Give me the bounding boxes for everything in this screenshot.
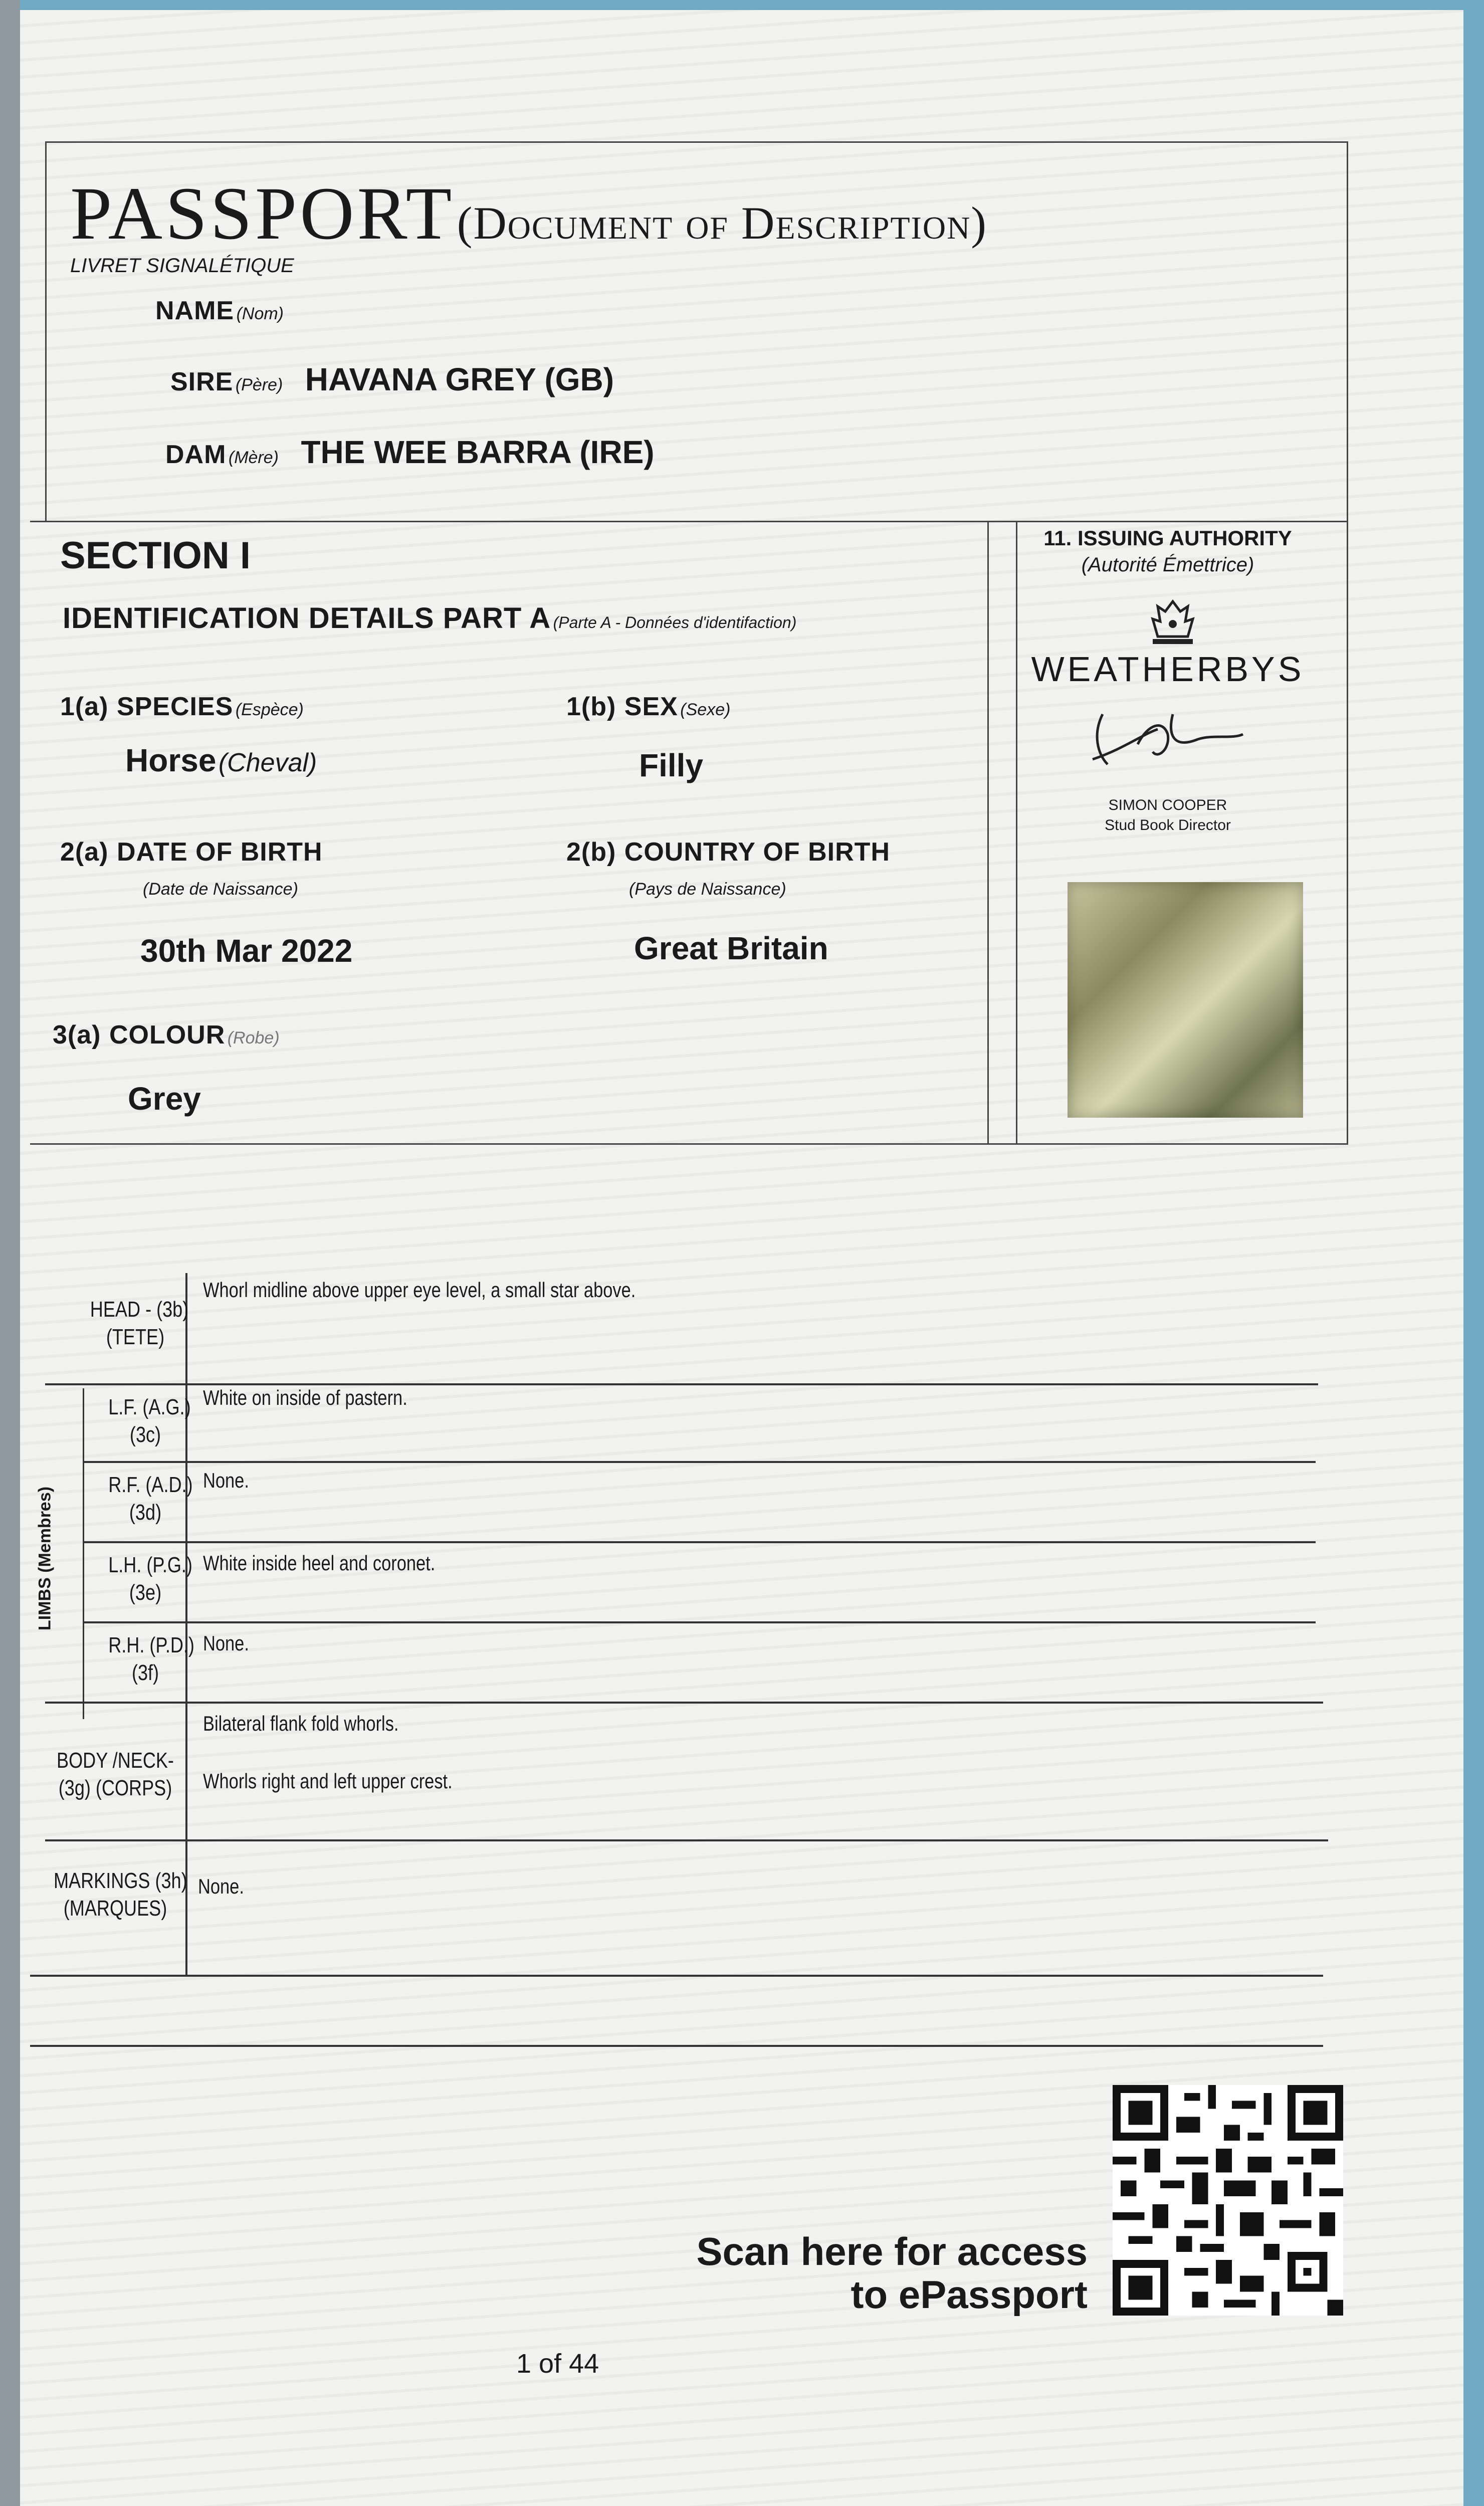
species-num: 1(a) [60,692,109,721]
lh-marking-label: L.H. (P.G.) (3e) [108,1553,192,1605]
scan-text [571,2230,1088,2317]
dam-label: DAM [165,440,227,469]
cob-sub: (Pays de Naissance) [629,880,786,899]
weatherbys-logo: WEATHERBYS [1031,650,1305,689]
markings-label: MARKINGS (3h) (MARQUES) [54,1868,187,1921]
cob-num: 2(b) [566,838,616,867]
sire-row [170,361,614,398]
signer-name: SIMON COOPER [1108,797,1227,813]
dam-row [165,434,655,471]
name-sub: (Nom) [236,304,284,323]
title-paren: (Document of Description) [457,197,987,249]
colour-num: 3(a) [53,1020,101,1050]
row-line-8 [30,2045,1323,2047]
signer-title: Stud Book Director [1105,817,1231,833]
dam-value: THE WEE BARRA (IRE) [301,434,655,470]
scan-line-1: Scan here for access [696,2229,1088,2273]
body-marking-label: BODY /NECK- (3g) (CORPS) [57,1748,174,1800]
rf-marking-label: R.F. (A.D.) (3d) [108,1473,193,1525]
species-sub: (Espèce) [235,700,304,719]
part-title-row [63,601,796,635]
name-row [155,296,284,326]
rh-marking-label: R.H. (P.D.) (3f) [108,1633,194,1685]
cob-label: COUNTRY OF BIRTH [624,838,890,867]
part-sub: (Parte A - Données d'identifaction) [553,613,797,632]
page-number: 1 of 44 [516,2349,599,2379]
part-title: IDENTIFICATION DETAILS PART A [63,602,551,635]
row-line-1 [45,1383,1318,1385]
row-line-6 [45,1839,1328,1841]
hologram [1068,882,1303,1118]
species-value-sub: (Cheval) [218,748,317,777]
page-title [70,170,987,257]
row-line-5 [45,1702,1323,1704]
title-french: LIVRET SIGNALÉTIQUE [70,255,294,277]
sex-row [566,692,730,722]
species-value-row [125,742,317,779]
section-title: SECTION I [60,534,251,577]
species-row [60,692,304,722]
row-line-7 [30,1975,1323,1977]
limbs-divider [83,1388,84,1719]
authority-label: 11. ISSUING AUTHORITY [1043,526,1292,550]
lf-marking-label: L.F. (A.G.) (3c) [108,1395,191,1447]
dob-num: 2(a) [60,838,109,867]
colour-sub: (Robe) [227,1028,280,1048]
colour-row [53,1020,280,1050]
sire-label: SIRE [170,367,234,396]
dob-sub: (Date de Naissance) [143,880,298,899]
row-line-3 [83,1541,1316,1543]
species-value: Horse [125,742,217,778]
lf-marking-text: White on inside of pastern. [203,1386,407,1409]
cob-value: Great Britain [634,930,828,966]
colour-label: COLOUR [109,1020,226,1050]
name-label: NAME [155,296,235,325]
rh-marking-text: None. [203,1631,249,1655]
head-marking-text: Whorl midline above upper eye level, a small star above. [203,1278,636,1302]
species-label: SPECIES [116,692,234,721]
markings-text: None. [198,1874,244,1898]
colour-value: Grey [128,1081,201,1117]
weatherbys-crest-icon [1145,599,1200,647]
sex-sub: (Sexe) [680,700,731,719]
body-marking-text-2: Whorls right and left upper crest. [203,1769,453,1793]
scan-line-2: to ePassport [851,2272,1088,2317]
sex-num: 1(b) [566,692,616,721]
signature [1083,704,1248,774]
rf-marking-text: None. [203,1469,249,1492]
limbs-label: LIMBS (Membres) [35,1486,55,1631]
dam-sub: (Mère) [228,448,279,467]
dob-row [60,837,323,867]
row-line-4 [83,1621,1316,1623]
sex-value: Filly [639,747,704,783]
passport-binding [0,0,20,2506]
sex-label: SEX [624,692,678,721]
sire-value: HAVANA GREY (GB) [305,361,614,397]
sire-sub: (Père) [235,375,283,394]
title-passport: PASSPORT [70,172,455,255]
passport-page [20,10,1463,2506]
cob-row [566,837,890,867]
dob-label: DATE OF BIRTH [116,838,323,867]
qr-code[interactable] [1113,2085,1343,2316]
body-marking-text: Bilateral flank fold whorls. [203,1712,399,1735]
head-marking-label: HEAD - (3b) (TETE) [90,1297,189,1349]
qr-code-icon [1113,2085,1343,2316]
dob-value: 30th Mar 2022 [140,933,353,969]
lh-marking-text: White inside heel and coronet. [203,1551,436,1575]
authority-sub: (Autorité Émettrice) [1081,554,1254,576]
row-line-2 [83,1461,1316,1463]
